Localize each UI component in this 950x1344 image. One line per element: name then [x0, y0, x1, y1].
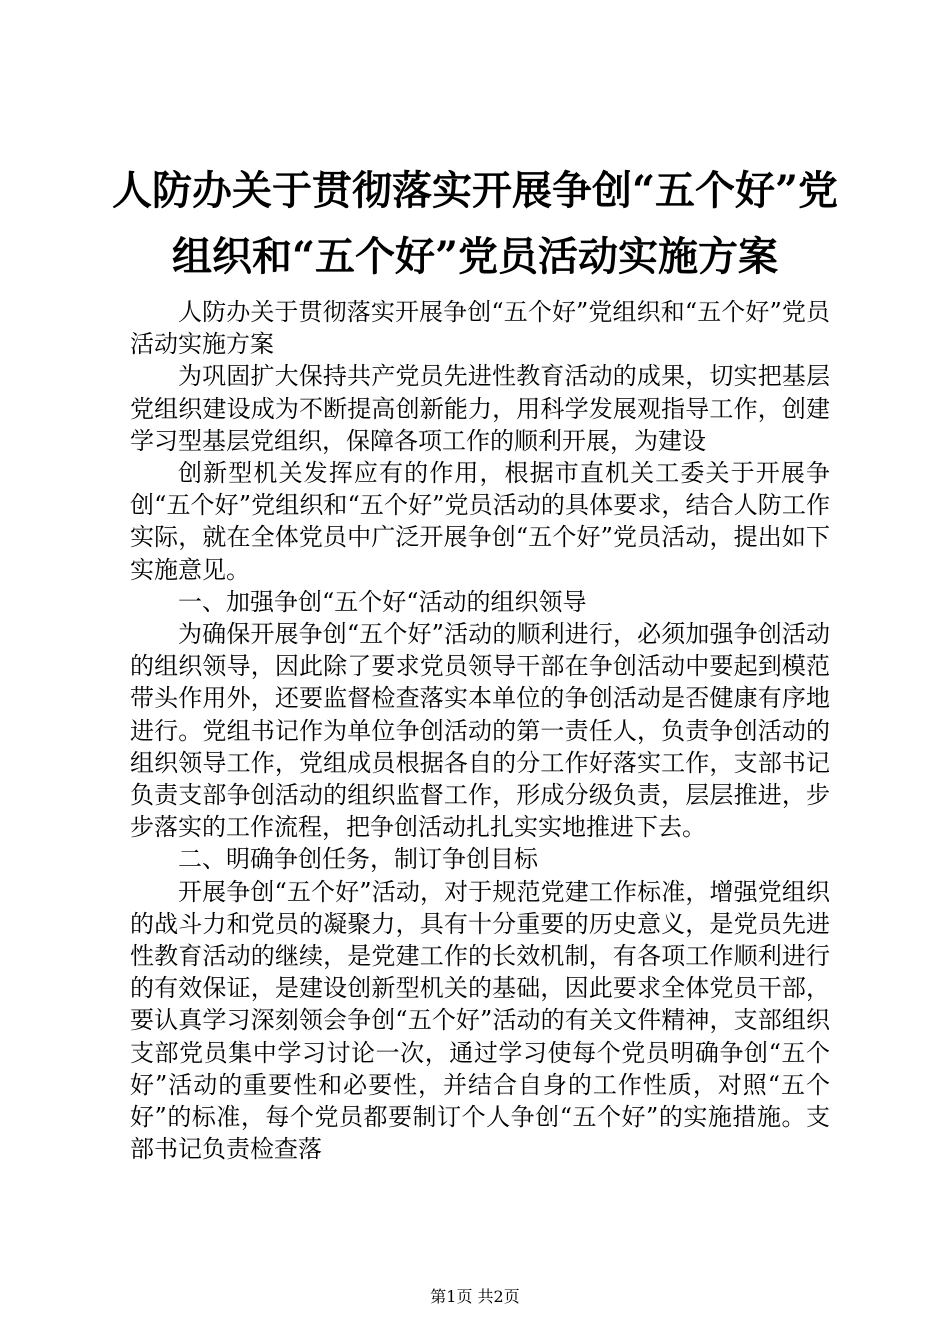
- paragraph: 为巩固扩大保持共产党员先进性教育活动的成果，切实把基层党组织建设成为不断提高创新能力，用科学发展观指导工作，创建学习型基层党组织，保障各项工作的顺利开展，为建设: [130, 362, 830, 455]
- section-heading: 二、明确争创任务，制订争创目标: [178, 845, 538, 874]
- document-title: 人防办关于贯彻落实开展争创“五个好”党组织和“五个好”党员活动实施方案: [111, 167, 838, 280]
- paragraph: 开展争创“五个好”活动，对于规范党建工作标准，增强党组织的战斗力和党员的凝聚力，具有十分重要的历史意义，是党员先进性教育活动的继续，是党建工作的长效机制，有各项工作顺利进行的有效保证，是建设创新型机关的基础，因此要求全体党员干部，要认真学习深刻领会争创“五个好”活动的有关文件精神，支部组织支部党员集中学习讨论一次，通过学习使每个党员明确争创“五个好”活动的重要性和必要性，并结合自身的工作性质，对照“五个好”的标准，每个党员都要制订个人争创“五个好”的实施措施。支部书记负责检查落: [130, 877, 830, 1164]
- section-heading: 一、加强争创“五个好“活动的组织领导: [178, 587, 587, 616]
- paragraph: 创新型机关发挥应有的作用，根据市直机关工委关于开展争创“五个好”党组织和“五个好”党员活动的具体要求，结合人防工作实际，就在全体党员中广泛开展争创“五个好”党员活动，提出如下实施意见。: [130, 459, 830, 584]
- document-body: [130, 296, 830, 1165]
- paragraph: 人防办关于贯彻落实开展争创“五个好”党组织和“五个好”党员活动实施方案: [130, 298, 830, 359]
- paragraph: 为确保开展争创“五个好”活动的顺利进行，必须加强争创活动的组织领导，因此除了要求党员领导干部在争创活动中要起到模范带头作用外，还要监督检查落实本单位的争创活动是否健康有序地进行。党组书记作为单位争创活动的第一责任人，负责争创活动的组织领导工作，党组成员根据各自的分工作好落实工作，支部书记负责支部争创活动的组织监督工作，形成分级负责，层层推进，步步落实的工作流程，把争创活动扎扎实实地推进下去。: [130, 620, 830, 842]
- page-footer: 第1页 共2页: [430, 1287, 520, 1306]
